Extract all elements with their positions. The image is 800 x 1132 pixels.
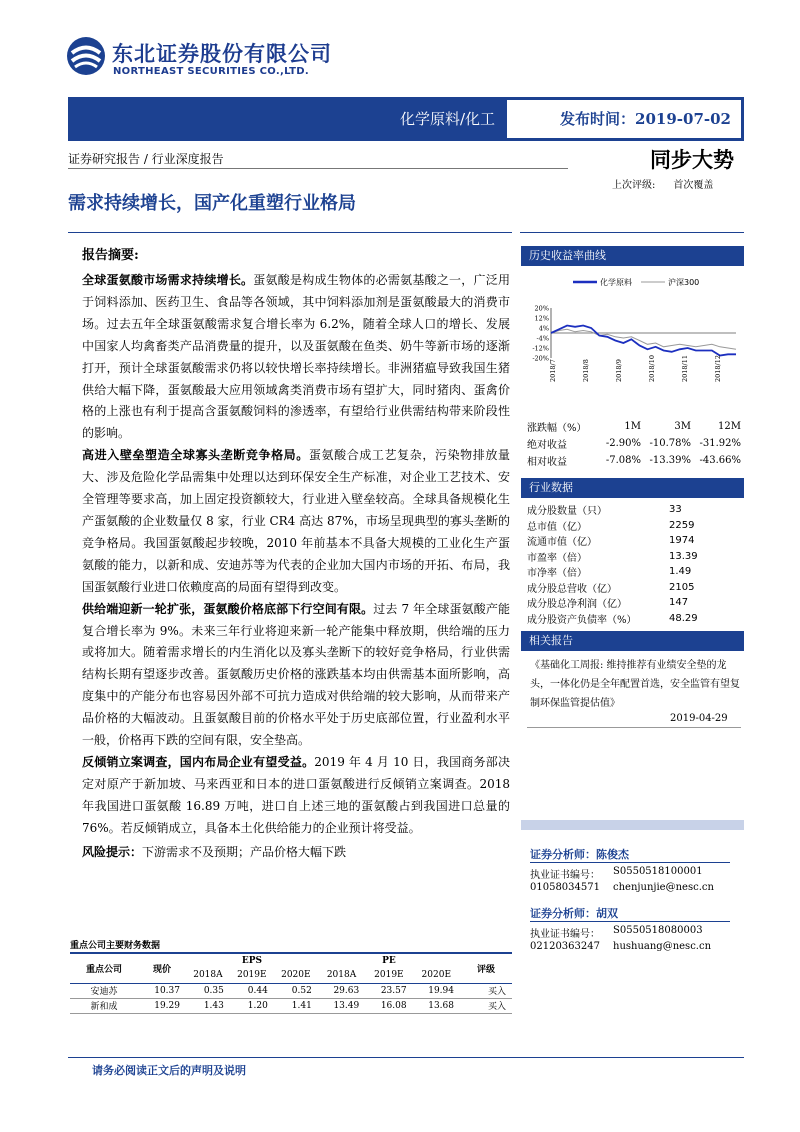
table-row: 新和成 19.29 1.43 1.20 1.41 13.49 16.08 13.68 买入 xyxy=(70,998,512,1013)
perf-chart xyxy=(521,270,744,395)
x-tick-label: 2018/10 xyxy=(648,354,656,382)
industry-label: 化学原料/化工 xyxy=(400,110,496,128)
fin-table-title: 重点公司主要财务数据 xyxy=(70,941,161,951)
related-report-link[interactable]: 《基础化工周报: 维持推荐有业绩安全垫的龙头，一体化仍是全年配置首选，安全监管有望复制环保监管提估值》 xyxy=(530,660,740,709)
divider xyxy=(68,168,568,169)
footer-disclaimer[interactable]: 请务必阅读正文后的声明及说明 xyxy=(92,1064,246,1077)
y-tick-label: 12% xyxy=(534,314,549,323)
y-tick-label: -12% xyxy=(532,344,549,353)
divider xyxy=(68,232,512,233)
header-banner xyxy=(68,97,744,141)
table-row: 涨跌幅（%） 1M 3M 12M xyxy=(527,421,741,434)
table-row: 总市值（亿） 2259 xyxy=(527,519,695,533)
divider xyxy=(530,862,730,863)
series-line xyxy=(551,326,736,356)
last-rating: 上次评级: 首次覆盖 xyxy=(612,180,714,191)
sidebar-separator xyxy=(521,820,744,830)
summary-heading: 报告摘要: xyxy=(82,248,139,263)
fin-table xyxy=(70,952,512,1014)
th-year: 2018A xyxy=(318,968,365,983)
table-row: 成分股总营收（亿） 2105 xyxy=(527,581,695,595)
publish-date: 发布时间：2019-07-02 xyxy=(560,110,731,128)
y-tick-label: -20% xyxy=(532,354,549,363)
summary-paragraph: 反倾销立案调查，国内布局企业有望受益。2019 年 4 月 10 日，我国商务部决定对原产于新加坡、马来西亚和日本的进口蛋氨酸进行反倾销立案调查。2018 年我国进口蛋氨酸 16.89 万吨，进口自上述三地的蛋氨酸占到我国进口总量的 76%。若反倾销成立，具备本土化供给能力的企业预计将受益。 xyxy=(82,754,510,835)
x-tick-label: 2018/8 xyxy=(582,359,590,382)
table-row: 成分股数量（只） 33 xyxy=(527,504,682,518)
table-row: 成分股总净利润（亿） 147 xyxy=(527,597,689,611)
summary-body xyxy=(82,270,510,863)
risk-note: 风险提示：下游需求不及预期；产品价格大幅下跌 xyxy=(82,844,347,859)
y-tick-label: 20% xyxy=(534,304,549,313)
table-row: 绝对收益 -2.90% -10.78% -31.92% xyxy=(527,438,741,451)
table-row: 流通市值（亿） 1974 xyxy=(527,535,695,549)
y-tick-label: 4% xyxy=(538,324,549,333)
analyst-contact: 01058034571 chenjunjie@nesc.cn xyxy=(530,882,714,893)
company-name-cn: 东北证券股份有限公司 xyxy=(112,42,332,66)
related-report-date: 2019-04-29 xyxy=(670,713,728,724)
th-price: 现价 xyxy=(138,953,186,983)
th-rating: 评级 xyxy=(460,953,512,983)
analyst-name: 证券分析师：胡双 xyxy=(530,907,618,920)
rating: 同步大势 xyxy=(650,147,734,172)
summary-paragraph: 供给端迎新一轮扩张，蛋氨酸价格底部下行空间有限。过去 7 年全球蛋氨酸产能复合增长率为 9%。未来三年行业将迎来新一轮产能集中释放期，供给端的压力或将加大。随着需求增长的内生消化以及寡头垄断下的较好竞争格局，行业供需结构长期有望逐步改善。蛋氨酸历史价格的涨跌基本均由供需基本面所影响，高度集中的产能分布也容易因外部不可抗力造成对供给端的较大影响，从而带来产品价格的大幅波动。且蛋氨酸目前的价格水平处于历史底部位置，行业盈利水平一般，价格再下跌的空间有限，安全垫高。 xyxy=(82,601,510,748)
divider xyxy=(527,727,741,728)
industry-data-heading: 行业数据 xyxy=(521,478,744,498)
divider xyxy=(520,232,744,233)
publish-date-box xyxy=(504,97,744,141)
th-year: 2019E xyxy=(230,968,274,983)
related-reports-heading: 相关报告 xyxy=(521,631,744,651)
table-row: 相对收益 -7.08% -13.39% -43.66% xyxy=(527,455,741,468)
table-row: 市净率（倍） 1.49 xyxy=(527,566,692,580)
summary-paragraph: 全球蛋氨酸市场需求持续增长。蛋氨酸是构成生物体的必需氨基酸之一，广泛用于饲料添加、医药卫生、食品等各领域，其中饲料添加剂是蛋氨酸最大的消费市场。过去五年全球蛋氨酸需求复合增长率为 6.2%，随着全球人口的增长、发展中国家人均禽畜类产品消费量的提升，以及蛋氨酸在鱼类、奶牛等新市场的逐渐打开，预计全球蛋氨酸需求仍将以较快增长率持续增长。非洲猪瘟导致我国生猪供给大幅下降，蛋氨酸最大应用领域禽类消费市场有望扩大，同时猪肉、蛋禽价格的上涨也有利于提高含蛋氨酸饲料的渗透率，有望给行业供需结构带来阶段性的影响。 xyxy=(82,273,510,441)
th-eps: EPS xyxy=(186,953,318,968)
th-year: 2020E xyxy=(413,968,460,983)
perf-table xyxy=(527,418,741,469)
industry-data-table xyxy=(527,502,741,626)
analyst-contact: 02120363247 hushuang@nesc.cn xyxy=(530,941,712,952)
th-pe: PE xyxy=(318,953,460,968)
legend-label: 化学原料 xyxy=(600,278,632,287)
analyst-email[interactable]: hushuang@nesc.cn xyxy=(613,941,712,952)
x-tick-label: 2018/12 xyxy=(714,354,722,382)
x-tick-label: 2018/7 xyxy=(549,359,557,382)
th-year: 2019E xyxy=(365,968,412,983)
table-row: 安迪苏 10.37 0.35 0.44 0.52 29.63 23.57 19.94 买入 xyxy=(70,983,512,998)
x-tick-label: 2018/9 xyxy=(615,359,623,382)
table-row: 成分股资产负债率（%） 48.29 xyxy=(527,612,698,626)
report-title: 需求持续增长，国产化重塑行业格局 xyxy=(68,193,356,214)
divider xyxy=(68,1057,744,1058)
company-name-en: NORTHEAST SECURITIES CO.,LTD. xyxy=(113,66,309,77)
th-company: 重点公司 xyxy=(70,953,138,983)
divider xyxy=(530,921,730,922)
analyst-cert: 执业证书编号： S0550518080003 xyxy=(530,925,703,940)
th-year: 2018A xyxy=(186,968,230,983)
analyst-email[interactable]: chenjunjie@nesc.cn xyxy=(613,882,714,893)
series-line xyxy=(551,329,736,349)
analyst-cert: 执业证书编号： S0550518100001 xyxy=(530,866,703,881)
analyst-name: 证券分析师：陈俊杰 xyxy=(530,848,629,861)
report-type: 证券研究报告 / 行业深度报告 xyxy=(68,152,224,166)
legend-label: 沪深300 xyxy=(668,278,700,287)
company-logo-icon xyxy=(66,36,106,76)
th-year: 2020E xyxy=(274,968,318,983)
y-tick-label: -4% xyxy=(536,334,549,343)
perf-heading: 历史收益率曲线 xyxy=(521,246,744,266)
summary-paragraph: 高进入壁垒塑造全球寡头垄断竞争格局。蛋氨酸合成工艺复杂，污染物排放量大、涉及危险化学品需集中处理以达到环保安全生产标准，对企业工艺技术、安全管理等要求高，加上固定投资额较大，行业进入壁垒较高。全球具备规模化生产蛋氨酸的企业数量仅 8 家，行业 CR4 高达 87%，市场呈现典型的寡头垄断的竞争格局。我国蛋氨酸起步较晚，2010 年前基本不具备大规模的工业化生产蛋氨酸的能力，以新和成、安迪苏等为代表的企业加大国内市场的开拓、布局，我国蛋氨酸行业进口依赖度高的局面有望得到改变。 xyxy=(82,448,510,594)
table-row: 市盈率（倍） 13.39 xyxy=(527,550,698,564)
x-tick-label: 2018/11 xyxy=(681,354,689,382)
